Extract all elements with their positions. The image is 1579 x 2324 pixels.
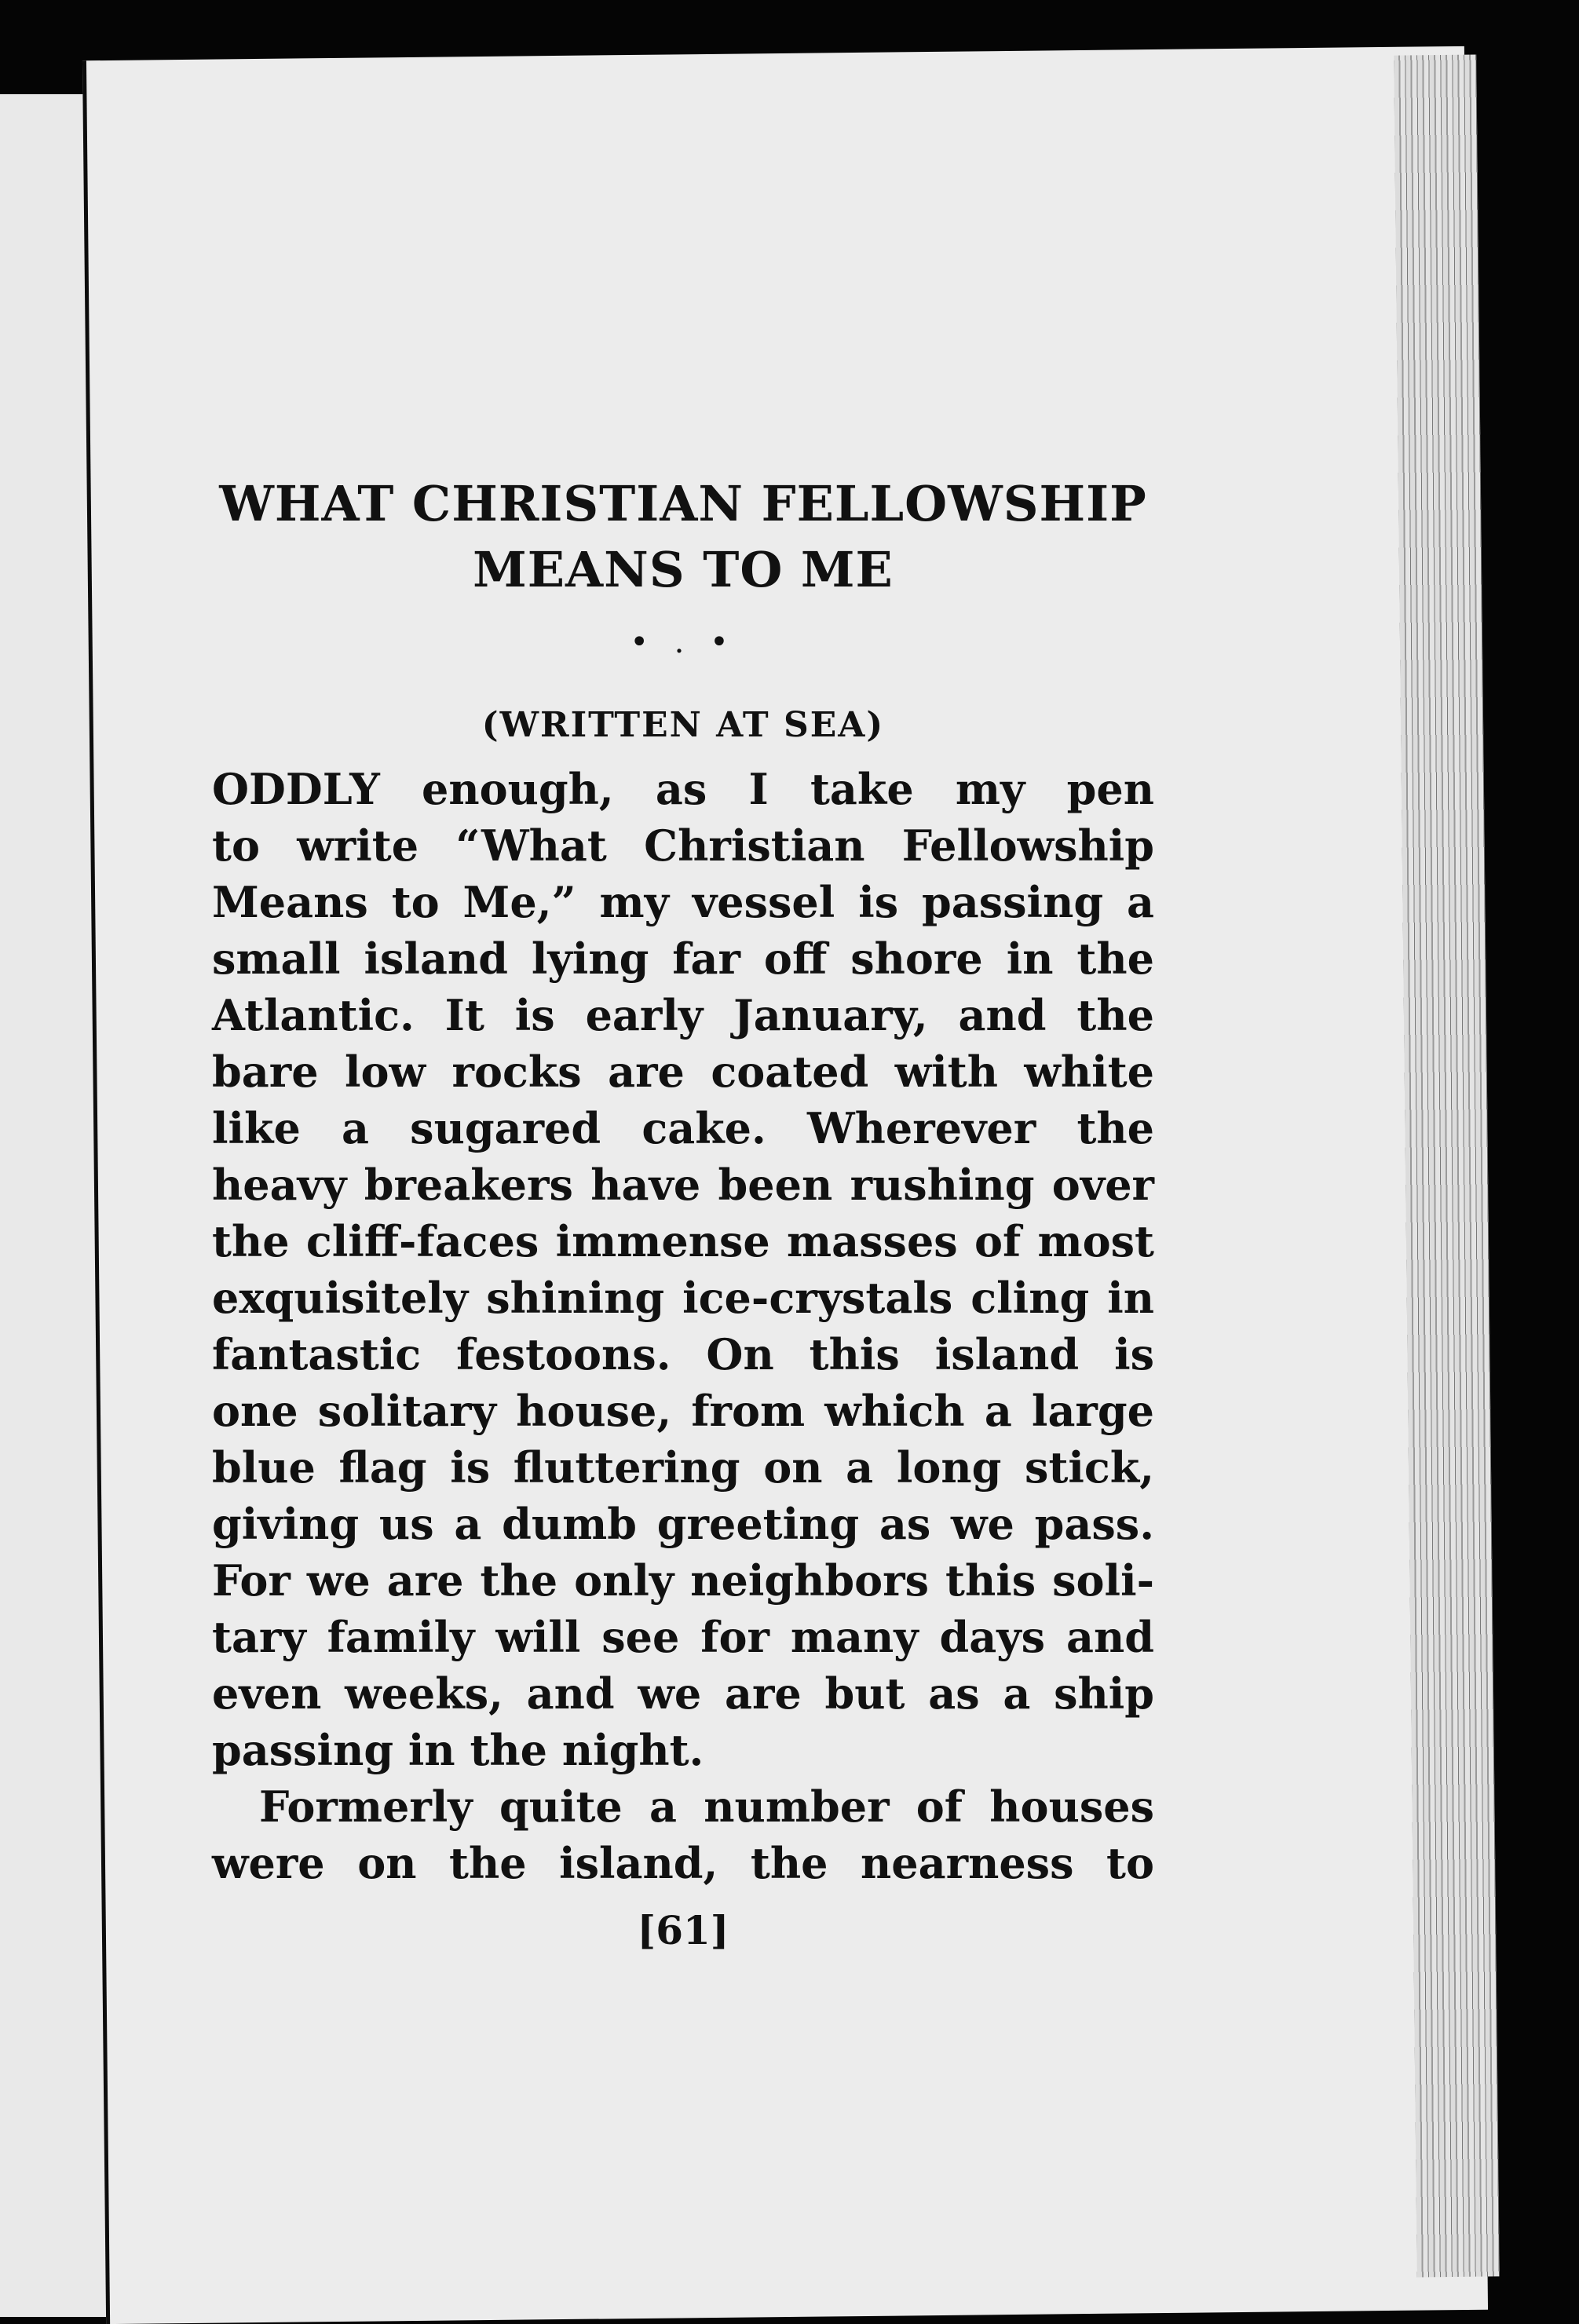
text-line: bare low rocks are coated with white [212,1047,1154,1097]
text-line: Formerly quite a number of houses [259,1781,1154,1832]
text-line: were on the island, the nearness to [212,1838,1154,1888]
page-title [212,471,1154,603]
text-line: exquisitely shining ice-crystals cling in [212,1273,1154,1323]
page-number: [61] [637,1907,729,1953]
text-line: to write “What Christian Fellowship [212,820,1154,871]
paragraph-2 [212,1778,1154,1891]
text-line: even weeks, and we are but as a ship [212,1668,1154,1719]
text-line: like a sugared cake. Wherever the [212,1103,1154,1153]
text-line: Atlantic. It is early January, and the [212,990,1154,1040]
title-line-2: MEANS TO ME [473,541,894,598]
text-line: giving us a dumb greeting as we pass. [212,1499,1154,1549]
text-line: Means to Me,” my vessel is passing a [212,877,1154,927]
subtitle: (WRITTEN AT SEA) [481,705,885,745]
page-content [212,471,1154,1953]
text-line: blue flag is fluttering on a long stick, [212,1442,1154,1493]
text-line: For we are the only neighbors this soli- [212,1555,1154,1606]
text-line: passing in the night. [212,1725,704,1775]
text-line: small island lying far off shore in the [212,934,1154,984]
title-line-1: WHAT CHRISTIAN FELLOWSHIP [219,475,1147,532]
text-line: fantastic festoons. On this island is [212,1329,1154,1379]
text-line: ODDLY enough, as I take my pen [212,764,1154,814]
text-line: heavy breakers have been rushing over [212,1160,1154,1210]
text-line: the cliff-faces immense masses of most [212,1216,1154,1266]
ornament-dots: • . • [630,624,737,660]
text-line: tary family will see for many days and [212,1612,1154,1662]
paragraph-1 [212,761,1154,1778]
text-line: one solitary house, from which a large [212,1386,1154,1436]
